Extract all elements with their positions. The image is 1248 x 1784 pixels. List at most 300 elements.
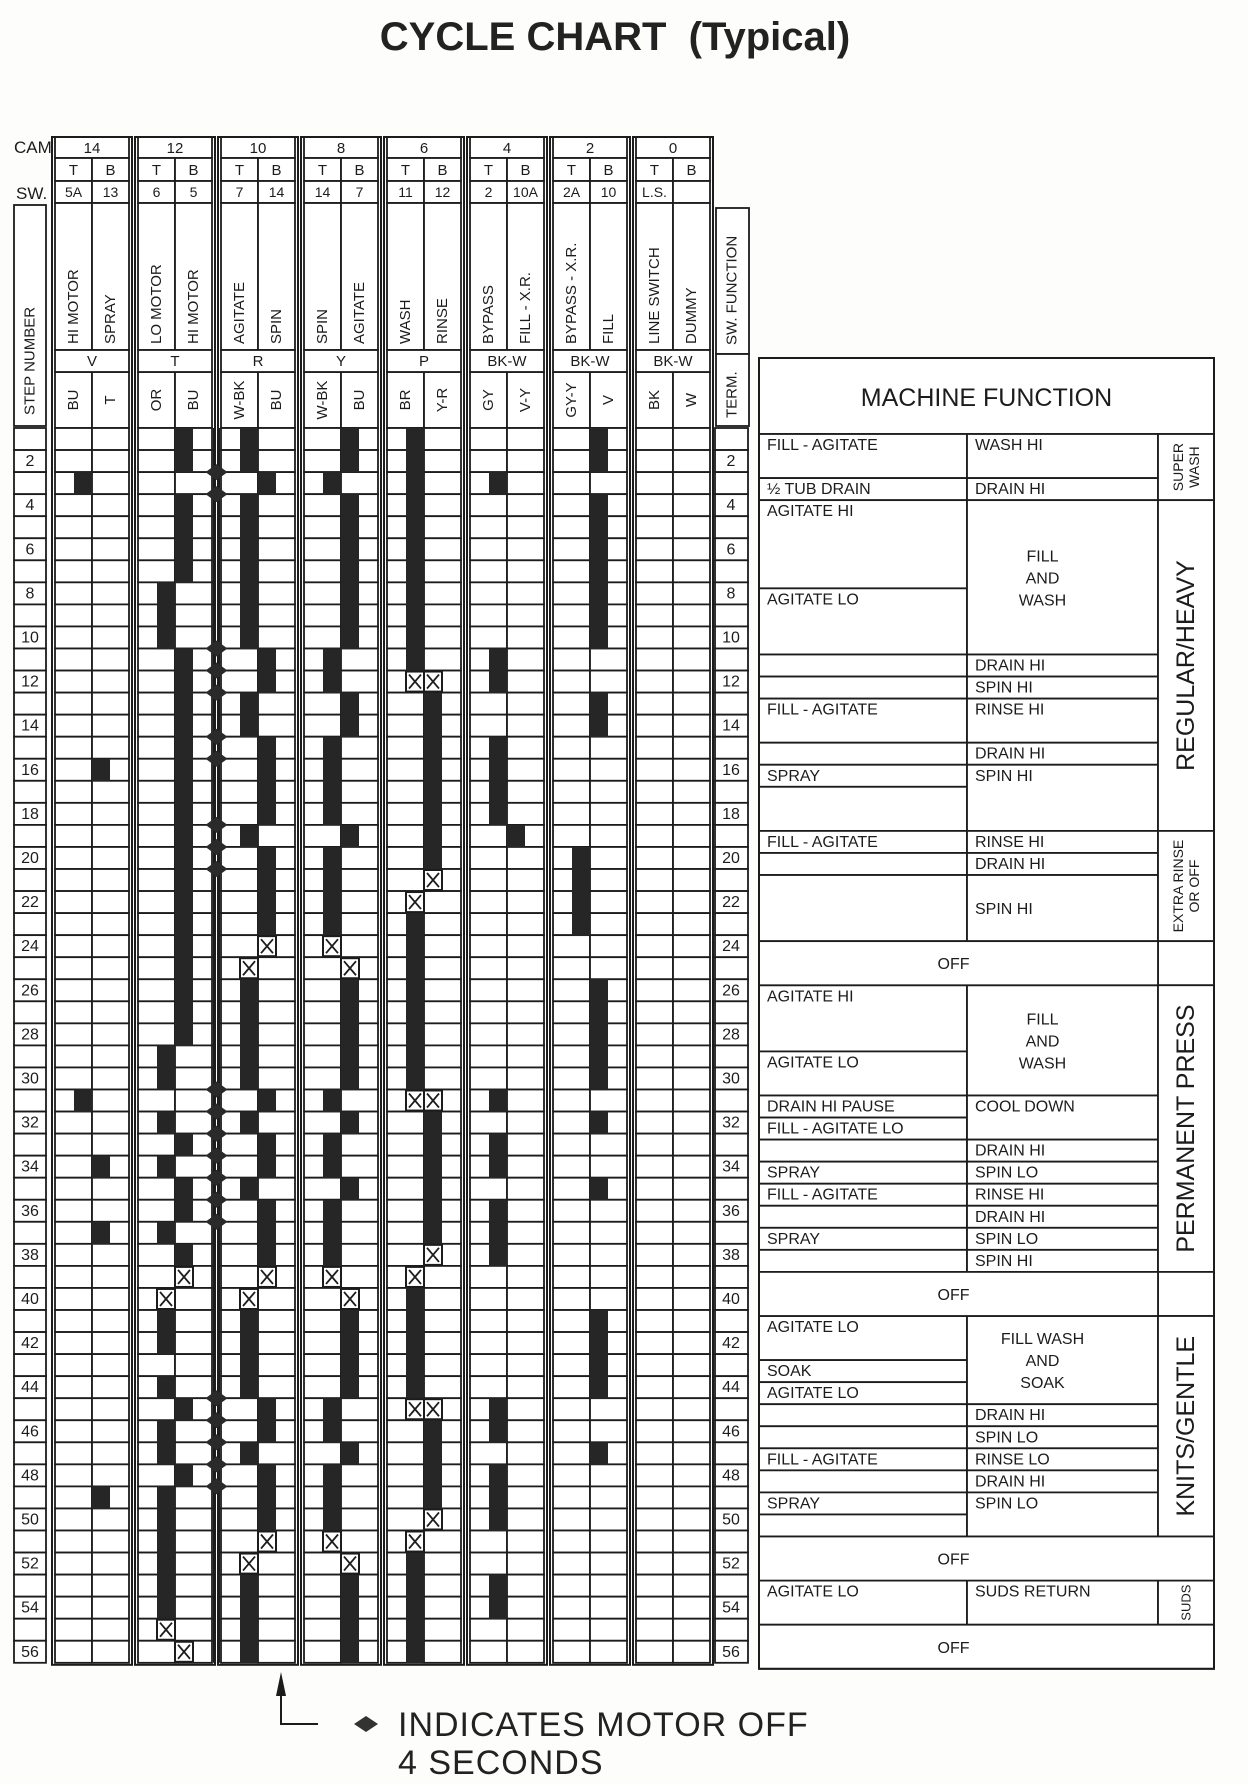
switch-closed-bar: [507, 825, 525, 848]
transition-x-mark: [157, 1289, 175, 1309]
switch-closed-bar: [424, 1420, 442, 1443]
wire-code-label: W: [683, 392, 700, 408]
step-cell: [590, 1486, 627, 1508]
switch-closed-bar: [341, 1575, 359, 1598]
step-cell: [175, 1045, 212, 1067]
step-cell: [14, 560, 46, 582]
step-cell: [304, 428, 341, 450]
step-cell: [553, 1376, 590, 1398]
step-cell: [258, 1001, 295, 1023]
step-cell: [55, 979, 92, 1001]
term-number: 56: [722, 1643, 740, 1661]
switch-closed-bar: [175, 1464, 193, 1487]
step-number: 38: [21, 1246, 39, 1264]
switch-closed-bar: [240, 1354, 258, 1377]
step-cell: [636, 1001, 673, 1023]
step-cell: [92, 803, 129, 825]
step-cell: [424, 1376, 461, 1398]
operations-cell: [759, 853, 967, 875]
functions-text: FILL: [1026, 1011, 1059, 1029]
step-cell: [387, 1486, 424, 1508]
switch-closed-bar: [175, 759, 193, 782]
step-cell: [636, 1376, 673, 1398]
step-cell: [507, 472, 544, 494]
step-cell: [507, 1178, 544, 1200]
wire-code-label: BU: [351, 389, 368, 411]
switch-closed-bar: [175, 1134, 193, 1157]
step-cell: [553, 560, 590, 582]
step-cell: [92, 1023, 129, 1045]
switch-closed-bar: [590, 494, 608, 517]
step-cell: [258, 1112, 295, 1134]
step-cell: [138, 979, 175, 1001]
cycle-group-label: SUDS: [1178, 1584, 1194, 1621]
step-cell: [590, 1553, 627, 1575]
step-cell: [175, 472, 212, 494]
term-number: 10: [722, 629, 740, 647]
cam-number: 14: [83, 140, 101, 157]
step-number-header-label: STEP NUMBER: [21, 306, 39, 415]
wire-code-label: BK: [646, 389, 663, 411]
step-cell: [470, 957, 507, 979]
term-cell: [715, 1001, 748, 1023]
functions-text: DRAIN HI: [975, 1473, 1046, 1491]
functions-cell: [967, 985, 1158, 1095]
step-cell: [55, 1332, 92, 1354]
step-cell: [553, 825, 590, 847]
switch-closed-bar: [424, 803, 442, 826]
side-label: B: [188, 162, 199, 179]
step-cell: [92, 450, 129, 472]
step-cell: [673, 891, 710, 913]
operations-cell: [759, 743, 967, 765]
step-cell: [590, 781, 627, 803]
step-cell: [553, 737, 590, 759]
side-label: B: [603, 162, 614, 179]
step-number: 26: [21, 982, 39, 1000]
step-cell: [507, 1641, 544, 1663]
switch-closed-bar: [489, 1222, 507, 1245]
switch-closed-bar: [406, 1553, 424, 1576]
step-cell: [55, 1531, 92, 1553]
step-cell: [673, 1310, 710, 1332]
step-cell: [424, 1641, 461, 1663]
step-cell: [470, 450, 507, 472]
switch-number: 5: [189, 184, 198, 200]
off-row: [759, 1625, 1214, 1669]
switch-closed-bar: [424, 847, 442, 870]
step-cell: [221, 649, 258, 671]
step-cell: [92, 560, 129, 582]
switch-closed-bar: [406, 472, 424, 495]
step-cell: [138, 869, 175, 891]
step-number: 24: [21, 938, 39, 956]
step-number: 4: [25, 497, 35, 515]
step-cell: [553, 538, 590, 560]
switch-closed-bar: [323, 1420, 341, 1443]
switch-closed-bar: [175, 803, 193, 826]
switch-closed-bar: [489, 671, 507, 694]
step-number: 18: [21, 805, 39, 823]
step-cell: [507, 1156, 544, 1178]
step-cell: [175, 582, 212, 604]
switch-closed-bar: [157, 1156, 175, 1179]
step-cell: [304, 1023, 341, 1045]
term-cell: [715, 737, 748, 759]
switch-closed-bar: [323, 803, 341, 826]
step-cell: [175, 1376, 212, 1398]
switch-closed-bar: [406, 516, 424, 539]
sw-function-header-label: SW. FUNCTION: [723, 235, 741, 345]
step-cell: [673, 1553, 710, 1575]
step-cell: [673, 715, 710, 737]
switch-closed-bar: [341, 582, 359, 605]
step-cell: [507, 671, 544, 693]
step-cell: [14, 428, 46, 450]
switch-closed-bar: [406, 1023, 424, 1046]
cam-group-2: [550, 137, 630, 1665]
switch-closed-bar: [590, 693, 608, 716]
step-cell: [221, 847, 258, 869]
switch-closed-bar: [240, 450, 258, 473]
step-cell: [470, 979, 507, 1001]
step-cell: [55, 1001, 92, 1023]
step-cell: [387, 1244, 424, 1266]
step-cell: [55, 891, 92, 913]
term-cell: [715, 1442, 748, 1464]
side-label: T: [151, 162, 162, 179]
term-number: 40: [722, 1290, 740, 1308]
switch-closed-bar: [341, 1442, 359, 1465]
step-cell: [175, 1619, 212, 1641]
switch-closed-bar: [240, 825, 258, 848]
step-cell: [341, 737, 378, 759]
term-cell: [715, 1531, 748, 1553]
switch-closed-bar: [323, 1464, 341, 1487]
switch-closed-bar: [323, 472, 341, 495]
step-cell: [92, 847, 129, 869]
switch-closed-bar: [590, 560, 608, 583]
switch-closed-bar: [157, 1531, 175, 1554]
switch-closed-bar: [406, 582, 424, 605]
step-cell: [341, 759, 378, 781]
step-cell: [55, 1508, 92, 1530]
switch-closed-bar: [406, 626, 424, 649]
step-cell: [673, 759, 710, 781]
switch-closed-bar: [489, 1486, 507, 1509]
step-cell: [138, 560, 175, 582]
switch-closed-bar: [240, 1067, 258, 1090]
step-cell: [470, 869, 507, 891]
step-cell: [92, 428, 129, 450]
operations-cell: [759, 787, 967, 831]
step-cell: [258, 825, 295, 847]
step-cell: [636, 1288, 673, 1310]
step-cell: [341, 1266, 378, 1288]
switch-closed-bar: [323, 649, 341, 672]
switch-closed-bar: [341, 1178, 359, 1201]
switch-number: 10: [600, 184, 617, 200]
step-number: 22: [21, 894, 39, 912]
step-cell: [507, 1398, 544, 1420]
step-cell: [341, 1508, 378, 1530]
step-cell: [507, 626, 544, 648]
transition-x-mark: [424, 1399, 442, 1419]
switch-closed-bar: [590, 1178, 608, 1201]
switch-function-label: FILL: [600, 313, 617, 344]
switch-closed-bar: [175, 450, 193, 473]
step-cell: [590, 1288, 627, 1310]
step-cell: [590, 649, 627, 671]
switch-closed-bar: [175, 957, 193, 980]
switch-closed-bar: [341, 1376, 359, 1399]
step-cell: [258, 693, 295, 715]
step-cell: [673, 1398, 710, 1420]
step-cell: [221, 781, 258, 803]
step-cell: [14, 957, 46, 979]
step-cell: [470, 1266, 507, 1288]
step-cell: [55, 715, 92, 737]
switch-closed-bar: [258, 649, 276, 672]
wire-color: BK-W: [487, 353, 527, 370]
step-cell: [424, 1045, 461, 1067]
step-cell: [636, 1486, 673, 1508]
functions-text: SOAK: [1020, 1375, 1065, 1393]
term-number: 48: [722, 1467, 740, 1485]
step-cell: [636, 626, 673, 648]
side-label: B: [520, 162, 531, 179]
switch-closed-bar: [240, 979, 258, 1002]
step-cell: [258, 957, 295, 979]
step-cell: [553, 803, 590, 825]
step-cell: [507, 649, 544, 671]
switch-closed-bar: [406, 494, 424, 517]
term-number: 18: [722, 805, 740, 823]
switch-closed-bar: [590, 604, 608, 627]
step-cell: [636, 428, 673, 450]
step-cell: [673, 671, 710, 693]
step-cell: [14, 1398, 46, 1420]
switch-closed-bar: [240, 1310, 258, 1333]
step-cell: [470, 1641, 507, 1663]
step-cell: [590, 1641, 627, 1663]
step-cell: [470, 1178, 507, 1200]
step-cell: [636, 847, 673, 869]
switch-closed-bar: [590, 1376, 608, 1399]
step-cell: [636, 781, 673, 803]
step-cell: [636, 891, 673, 913]
step-cell: [138, 494, 175, 516]
step-cell: [304, 1288, 341, 1310]
step-cell: [507, 1134, 544, 1156]
functions-text: SPIN LO: [975, 1230, 1039, 1248]
cam-number: 4: [502, 140, 512, 157]
step-cell: [507, 1067, 544, 1089]
switch-closed-bar: [240, 1619, 258, 1642]
step-number-column: [14, 205, 46, 1663]
step-cell: [92, 1464, 129, 1486]
term-number: 50: [722, 1511, 740, 1529]
switch-closed-bar: [406, 560, 424, 583]
functions-text: SPIN LO: [975, 1495, 1039, 1513]
step-cell: [341, 1090, 378, 1112]
step-cell: [673, 1619, 710, 1641]
switch-closed-bar: [175, 737, 193, 760]
step-cell: [424, 935, 461, 957]
step-cell: [304, 538, 341, 560]
step-cell: [92, 1288, 129, 1310]
switch-function-label: LINE SWITCH: [646, 247, 663, 344]
step-cell: [387, 1134, 424, 1156]
operations-text: SPRAY: [767, 767, 821, 785]
switch-closed-bar: [258, 847, 276, 870]
functions-text: DRAIN HI: [975, 657, 1046, 675]
switch-closed-bar: [341, 693, 359, 716]
switch-closed-bar: [406, 1597, 424, 1620]
step-cell: [470, 1112, 507, 1134]
term-cell: [715, 1354, 748, 1376]
switch-closed-bar: [240, 1575, 258, 1598]
step-cell: [341, 869, 378, 891]
step-cell: [55, 1354, 92, 1376]
step-cell: [673, 1508, 710, 1530]
legend-text-2: 4 SECONDS: [398, 1744, 604, 1782]
term-cell: [715, 1134, 748, 1156]
step-cell: [14, 1442, 46, 1464]
step-cell: [387, 847, 424, 869]
switch-closed-bar: [341, 825, 359, 848]
transition-x-mark: [406, 892, 424, 912]
operations-cell: [759, 1470, 967, 1492]
step-cell: [138, 693, 175, 715]
switch-closed-bar: [489, 1134, 507, 1157]
step-cell: [258, 1553, 295, 1575]
step-cell: [258, 560, 295, 582]
step-cell: [553, 472, 590, 494]
step-cell: [470, 913, 507, 935]
step-cell: [424, 1575, 461, 1597]
step-cell: [470, 825, 507, 847]
step-cell: [138, 1134, 175, 1156]
step-cell: [55, 494, 92, 516]
switch-number: 2A: [562, 184, 581, 200]
switch-closed-bar: [590, 538, 608, 561]
step-cell: [14, 1486, 46, 1508]
step-cell: [14, 649, 46, 671]
step-cell: [138, 472, 175, 494]
step-cell: [92, 935, 129, 957]
step-cell: [636, 1045, 673, 1067]
step-cell: [92, 1244, 129, 1266]
switch-closed-bar: [424, 1112, 442, 1135]
wire-color: R: [252, 353, 264, 370]
step-cell: [175, 1354, 212, 1376]
step-number: 32: [21, 1114, 39, 1132]
transition-x-mark: [406, 1091, 424, 1111]
step-cell: [590, 869, 627, 891]
step-cell: [470, 1531, 507, 1553]
step-cell: [387, 1508, 424, 1530]
term-cell: [715, 1045, 748, 1067]
step-cell: [673, 1200, 710, 1222]
switch-closed-bar: [406, 1045, 424, 1068]
wire-code-label: OR: [148, 388, 165, 412]
switch-closed-bar: [175, 1244, 193, 1267]
step-cell: [590, 1156, 627, 1178]
switch-closed-bar: [590, 1067, 608, 1090]
step-cell: [673, 979, 710, 1001]
step-cell: [14, 1531, 46, 1553]
step-cell: [55, 1156, 92, 1178]
off-label: OFF: [937, 1639, 970, 1657]
switch-closed-bar: [157, 1575, 175, 1598]
step-cell: [507, 1112, 544, 1134]
transition-x-mark: [341, 1289, 359, 1309]
switch-closed-bar: [341, 715, 359, 738]
step-cell: [424, 472, 461, 494]
step-cell: [221, 1244, 258, 1266]
term-number: 12: [722, 673, 740, 691]
switch-closed-bar: [424, 1156, 442, 1179]
step-cell: [590, 1597, 627, 1619]
cam-group-6: [384, 137, 464, 1665]
switch-closed-bar: [323, 1134, 341, 1157]
switch-closed-bar: [175, 1023, 193, 1046]
step-cell: [304, 1354, 341, 1376]
step-cell: [553, 759, 590, 781]
step-cell: [92, 1398, 129, 1420]
term-number: 2: [726, 453, 736, 471]
step-cell: [424, 560, 461, 582]
switch-closed-bar: [175, 649, 193, 672]
switch-closed-bar: [572, 891, 590, 914]
switch-closed-bar: [323, 891, 341, 914]
step-cell: [92, 516, 129, 538]
switch-function-label: DUMMY: [683, 287, 700, 344]
step-cell: [14, 1045, 46, 1067]
step-cell: [92, 1045, 129, 1067]
step-cell: [92, 737, 129, 759]
step-cell: [55, 1200, 92, 1222]
step-cell: [590, 671, 627, 693]
step-cell: [92, 626, 129, 648]
switch-closed-bar: [240, 516, 258, 539]
step-cell: [673, 1486, 710, 1508]
switch-closed-bar: [590, 1001, 608, 1024]
step-number: 42: [21, 1335, 39, 1353]
switch-closed-bar: [489, 803, 507, 826]
step-cell: [673, 803, 710, 825]
cam-group-4: [467, 137, 547, 1665]
term-cell: [715, 604, 748, 626]
cam-group-10: [218, 137, 298, 1665]
step-cell: [507, 1288, 544, 1310]
step-cell: [304, 957, 341, 979]
switch-closed-bar: [341, 494, 359, 517]
legend: [276, 1672, 809, 1782]
step-cell: [470, 1001, 507, 1023]
step-cell: [553, 671, 590, 693]
step-cell: [175, 1067, 212, 1089]
step-cell: [341, 1200, 378, 1222]
step-cell: [470, 935, 507, 957]
term-cell: [715, 913, 748, 935]
step-cell: [341, 847, 378, 869]
step-cell: [553, 1045, 590, 1067]
step-cell: [424, 913, 461, 935]
term-cell: [715, 428, 748, 450]
switch-closed-bar: [424, 1178, 442, 1201]
